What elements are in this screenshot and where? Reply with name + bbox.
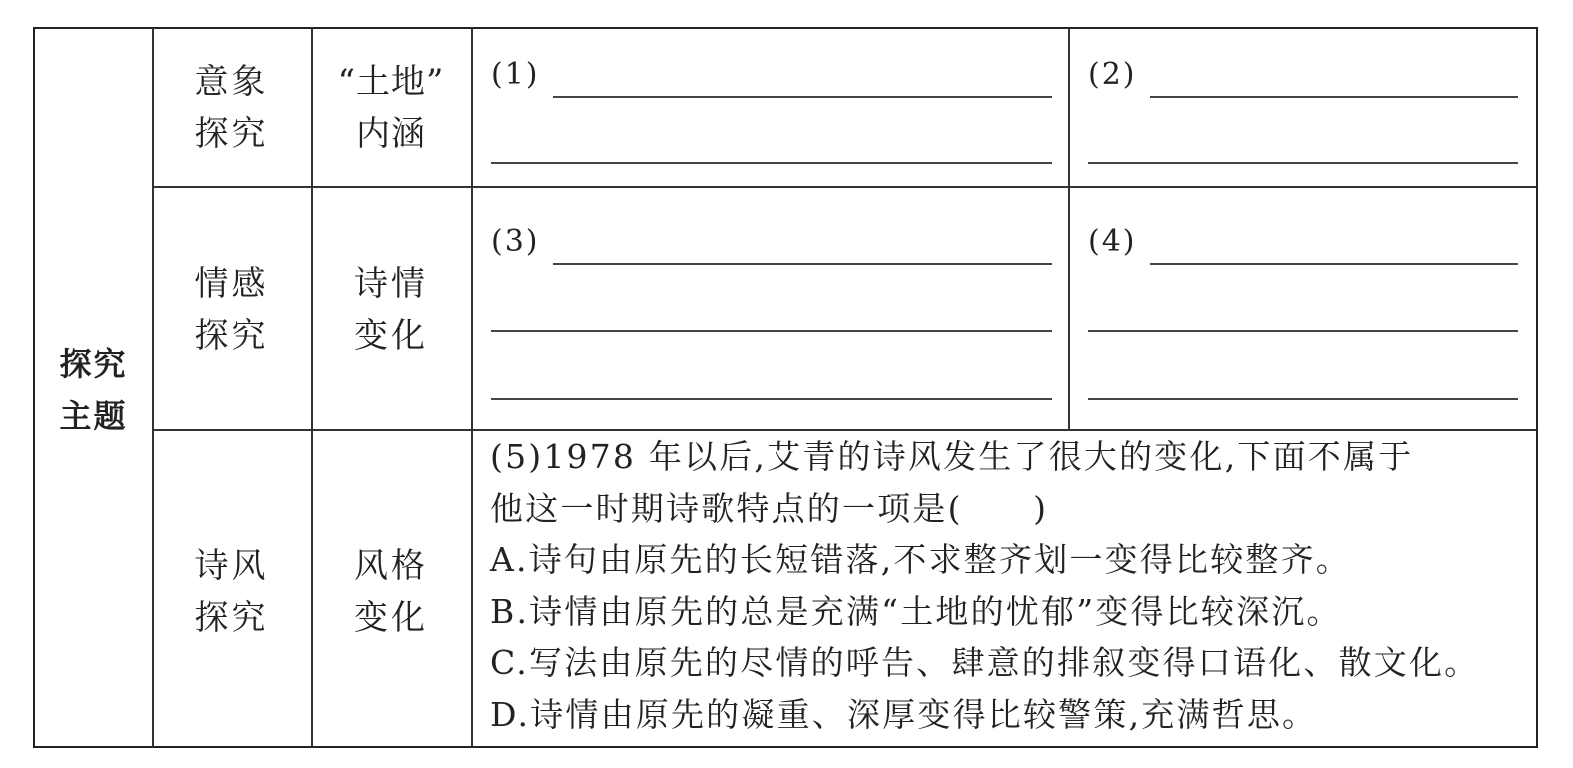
section-label — [35, 338, 152, 442]
row2-category-line: 探究 — [194, 316, 269, 356]
option-b[interactable]: B.诗情由原先的总是充满“土地的忧郁”变得比较深沉。 — [490, 591, 1342, 631]
grid-line — [152, 186, 1537, 188]
row1-aspect-line: “土地” — [337, 62, 445, 102]
blank-label-4: (4) — [1088, 224, 1137, 259]
option-a[interactable]: A.诗句由原先的长短错落,不求整齐划一变得比较整齐。 — [490, 540, 1352, 579]
row3-category-line: 诗风 — [194, 546, 269, 586]
row3-category-line: 探究 — [194, 598, 269, 638]
row1-category — [152, 56, 311, 160]
question-5 — [490, 431, 1530, 740]
answer-line-2a[interactable] — [1150, 96, 1518, 98]
row2-aspect — [311, 258, 471, 362]
answer-line-3a[interactable] — [553, 263, 1052, 265]
grid-line — [1068, 28, 1070, 430]
question-stem: 他这一时期诗歌特点的一项是( ) — [490, 488, 1049, 528]
section-label-line: 主题 — [59, 397, 128, 435]
grid-line — [471, 28, 473, 747]
row2-aspect-line: 变化 — [354, 316, 428, 356]
option-d[interactable]: D.诗情由原先的凝重、深厚变得比较警策,充满哲思。 — [490, 694, 1318, 734]
row3-aspect — [311, 540, 471, 644]
row3-category — [152, 540, 311, 644]
blank-label-2: (2) — [1088, 57, 1137, 92]
answer-line-4b[interactable] — [1088, 330, 1518, 332]
row3-aspect-line: 风格 — [354, 546, 428, 586]
answer-line-4a[interactable] — [1150, 263, 1518, 265]
answer-line-4c[interactable] — [1088, 398, 1518, 400]
question-stem: (5)1978 年以后,艾青的诗风发生了很大的变化,下面不属于 — [490, 437, 1414, 476]
answer-line-1b[interactable] — [491, 162, 1052, 164]
row1-category-line: 探究 — [194, 114, 269, 154]
row1-aspect — [311, 56, 471, 160]
answer-line-3b[interactable] — [491, 330, 1052, 332]
section-label-line: 探究 — [59, 345, 128, 383]
row2-aspect-line: 诗情 — [354, 264, 428, 304]
option-c[interactable]: C.写法由原先的尽情的呼告、肆意的排叙变得口语化、散文化。 — [490, 643, 1480, 682]
answer-line-2b[interactable] — [1088, 162, 1518, 164]
row3-aspect-line: 变化 — [354, 598, 428, 638]
blank-label-1: (1) — [491, 57, 540, 92]
row2-category-line: 情感 — [194, 264, 269, 304]
row2-category — [152, 258, 311, 362]
answer-line-1a[interactable] — [553, 96, 1052, 98]
answer-line-3c[interactable] — [491, 398, 1052, 400]
blank-label-3: (3) — [491, 224, 540, 259]
row1-aspect-line: 内涵 — [356, 114, 426, 154]
row1-category-line: 意象 — [194, 62, 269, 102]
